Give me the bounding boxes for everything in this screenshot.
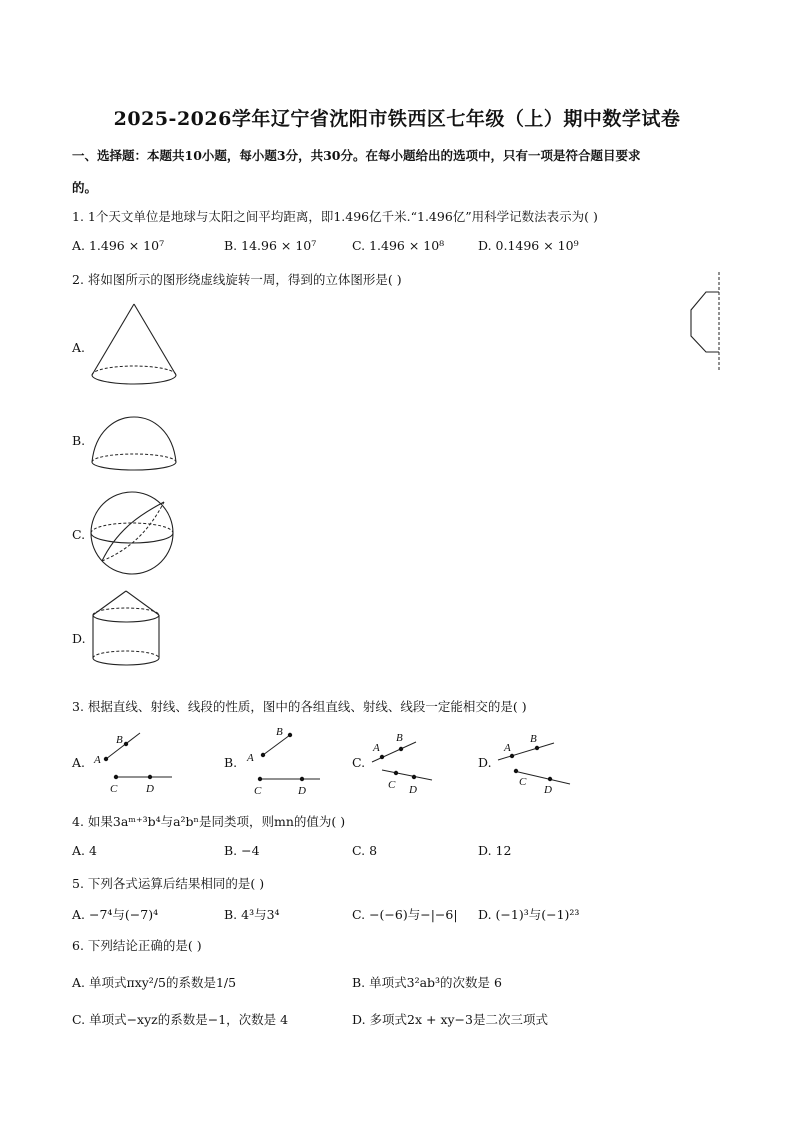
- svg-text:B: B: [530, 733, 537, 745]
- section-heading-line1: 一、选择题：本题共10小题，每小题3分，共30分。在每小题给出的选项中，只有一项是符合题目要求: [72, 148, 641, 163]
- question-3-option-b: B.: [224, 755, 238, 770]
- lines-figure-c: [366, 726, 446, 798]
- paraboloid-figure: [88, 402, 188, 478]
- question-3-option-a: A.: [72, 755, 86, 770]
- svg-text:A: A: [247, 752, 254, 764]
- question-6-option-d: D. 多项式2x + xy−3是二次三项式: [352, 1012, 548, 1027]
- question-6-option-c: C. 单项式−xyz的系数是−1，次数是 4: [72, 1012, 289, 1027]
- question-4-option-d: D. 12: [478, 843, 512, 858]
- question-6-stem: 6. 下列结论正确的是( ): [72, 938, 202, 953]
- question-2-option-a: A.: [72, 340, 86, 355]
- question-1-option-b: B. 14.96 × 10⁷: [224, 238, 317, 253]
- question-4-option-b: B. −4: [224, 843, 260, 858]
- question-2-option-d: D.: [72, 631, 86, 646]
- question-3-option-c: C.: [352, 755, 366, 770]
- sphere-figure: [88, 488, 180, 578]
- question-2-option-b: B.: [72, 433, 86, 448]
- svg-text:A: A: [373, 742, 380, 754]
- section-heading-line2: 的。: [72, 180, 98, 195]
- question-1-option-c: C. 1.496 × 10⁸: [352, 238, 445, 253]
- svg-text:D: D: [544, 784, 552, 796]
- svg-text:C: C: [254, 785, 262, 797]
- question-5-stem: 5. 下列各式运算后结果相同的是( ): [72, 876, 265, 891]
- cone-cylinder-figure: [88, 588, 168, 680]
- svg-text:D: D: [298, 785, 306, 797]
- question-2-option-c: C.: [72, 527, 86, 542]
- cone-figure: [88, 300, 188, 390]
- question-2-stem: 2. 将如图所示的图形绕虚线旋转一周，得到的立体图形是( ): [72, 272, 402, 287]
- svg-text:D: D: [409, 784, 417, 796]
- svg-text:D: D: [146, 783, 154, 795]
- question-4-stem: 4. 如果3aᵐ⁺³b⁴与a²bⁿ是同类项，则mn的值为( ): [72, 814, 346, 829]
- svg-text:B: B: [396, 732, 403, 744]
- page-title: 2025-2026学年辽宁省沈阳市铁西区七年级（上）期中数学试卷: [113, 108, 681, 130]
- question-1-option-a: A. 1.496 × 10⁷: [72, 238, 165, 253]
- question-6-option-a: A. 单项式πxy²/5的系数是1/5: [72, 975, 237, 990]
- svg-text:A: A: [504, 742, 511, 754]
- question-3-stem: 3. 根据直线、射线、线段的性质，图中的各组直线、射线、线段一定能相交的是( ): [72, 699, 527, 714]
- svg-text:A: A: [94, 754, 101, 766]
- question-5-option-d: D. (−1)³与(−1)²³: [478, 907, 580, 922]
- question-1-stem: 1. 1个天文单位是地球与太阳之间平均距离，即1.496亿千米.“1.496亿”用科学记数法表示为( ): [72, 209, 598, 224]
- question-3-option-d: D.: [478, 755, 492, 770]
- rotation-figure: [686, 270, 726, 374]
- question-6-option-b: B. 单项式3²ab³的次数是 6: [352, 975, 502, 990]
- svg-text:C: C: [110, 783, 118, 795]
- question-5-option-a: A. −7⁴与(−7)⁴: [72, 907, 159, 922]
- lines-figure-d: [494, 726, 578, 798]
- question-4-option-c: C. 8: [352, 843, 378, 858]
- svg-text:C: C: [388, 779, 396, 791]
- lines-figure-b: [240, 726, 330, 798]
- question-4-option-a: A. 4: [72, 843, 97, 858]
- question-5-option-b: B. 4³与3⁴: [224, 907, 280, 922]
- svg-text:B: B: [276, 726, 283, 738]
- question-5-option-c: C. −(−6)与−|−6|: [352, 907, 458, 922]
- lines-figure-a: [88, 726, 178, 798]
- question-1-option-d: D. 0.1496 × 10⁹: [478, 238, 579, 253]
- svg-text:B: B: [116, 734, 123, 746]
- svg-text:C: C: [519, 776, 527, 788]
